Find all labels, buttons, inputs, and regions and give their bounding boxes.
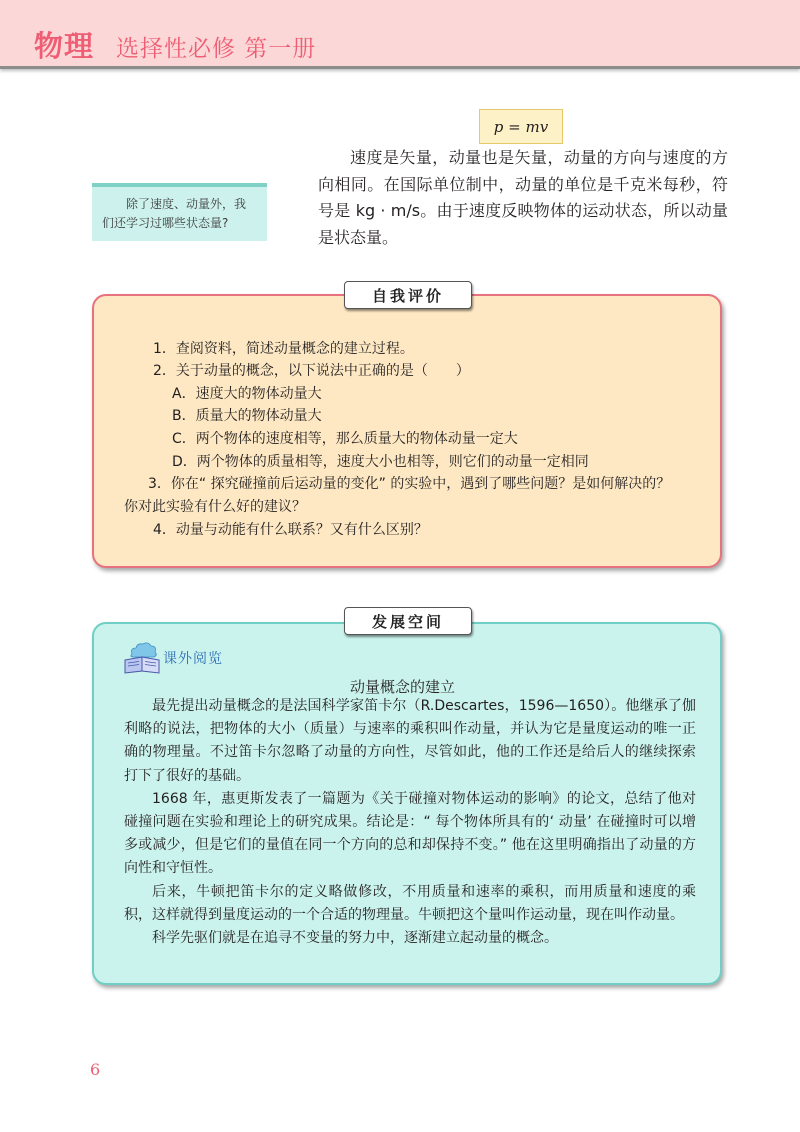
book-title: 选择性必修 第一册 [116, 36, 317, 62]
option-b: B．质量大的物体动量大 [172, 408, 322, 424]
article-paragraph-2: 1668 年，惠更斯发表了一篇题为《关于碰撞对物体运动的影响》的论文，总结了他对碰撞问题在实验和理论上的研究成果。结论是：“ 每个物体所具有的‘ 动量’ 在碰撞时可以增多或减少，但是它们的量值在同一个方向的总和却保持不变。” 他在这里明确指出了动量的方向性和守恒性。 [124, 790, 696, 877]
page-header [0, 0, 800, 69]
article-body [124, 695, 696, 950]
page-number: 6 [90, 1060, 101, 1079]
subject-title: 物理 [34, 29, 95, 63]
momentum-formula: p = mv [479, 109, 563, 144]
development-title: 发展空间 [344, 607, 472, 635]
open-book-cloud-icon [122, 640, 162, 674]
question-3: 3．你在“ 探究碰撞前后运动量的变化” 的实验中，遇到了哪些问题？是如何解决的？ [148, 476, 671, 492]
option-d: D．两个物体的质量相等，速度大小也相等，则它们的动量一定相同 [172, 454, 589, 470]
article-paragraph-1: 最先提出动量概念的是法国科学家笛卡尔（R.Descartes，1596—1650）。他继承了伽利略的说法，把物体的大小（质量）与速率的乘积叫作动量，并认为它是量度运动的唯一正确的物理量。不过笛卡尔忽略了动量的方向性，尽管如此，他的工作还是给后人的继续探索打下了很好的基础。 [124, 698, 696, 784]
option-a: A．速度大的物体动量大 [172, 386, 322, 402]
article-paragraph-3: 后来，牛顿把笛卡尔的定义略做修改，不用质量和速率的乘积，而用质量和速度的乘积，这样就得到量度运动的一个合适的物理量。牛顿把这个量叫作运动量，现在叫作动量。 [124, 883, 696, 923]
self-evaluation-title: 自我评价 [344, 281, 472, 309]
option-c: C．两个物体的速度相等，那么质量大的物体动量一定大 [172, 431, 518, 447]
article-title: 动量概念的建立 [350, 678, 456, 696]
question-3-continued: 你对此实验有什么好的建议？ [124, 499, 306, 515]
question-4: 4．动量与动能有什么联系？又有什么区别？ [153, 522, 428, 538]
question-2: 2．关于动量的概念，以下说法中正确的是（ ） [153, 363, 470, 379]
side-note: 除了速度、动量外，我们还学习过哪些状态量? [92, 183, 267, 241]
article-paragraph-4: 科学先驱们就是在追寻不变量的努力中，逐渐建立起动量的概念。 [152, 930, 558, 947]
reading-label: 课外阅览 [163, 651, 223, 667]
main-paragraph: 速度是矢量，动量也是矢量，动量的方向与速度的方向相同。在国际单位制中，动量的单位是千克米每秒，符号是 kg · m/s。由于速度反映物体的运动状态，所以动量是状态量。 [318, 148, 728, 247]
question-1: 1．查阅资料，简述动量概念的建立过程。 [153, 341, 414, 357]
